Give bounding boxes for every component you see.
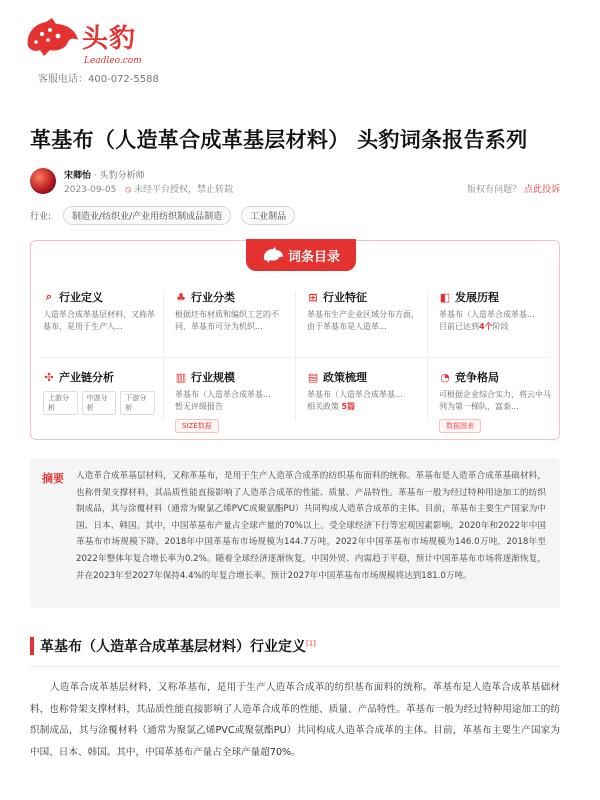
dir-item-title: 行业规模: [191, 371, 235, 384]
dir-item-title: 行业特征: [323, 291, 367, 304]
section-title: 革基布（人造革合成革基层材料）行业定义[1]: [40, 639, 316, 655]
industry-tag[interactable]: 制造业/纺织业/产业用纺织制成品制造: [63, 206, 231, 225]
highlight-count: 5篇: [341, 402, 356, 411]
dir-item-scale[interactable]: [167, 365, 295, 441]
leopard-logo-icon: [22, 16, 80, 60]
dir-item-history[interactable]: [431, 285, 559, 361]
avatar[interactable]: [30, 168, 56, 194]
dir-item-classification[interactable]: [167, 285, 295, 361]
dir-item-policy[interactable]: [299, 365, 427, 441]
dir-item-desc: 根据坯布材质和编织工艺的不同、革基布可分为机织...: [175, 310, 279, 331]
industry-tag[interactable]: 工业制品: [241, 206, 295, 225]
industry-tags: [30, 206, 305, 224]
dir-item-characteristics[interactable]: [299, 285, 427, 361]
size-data-badge[interactable]: SIZE数据: [175, 419, 219, 433]
dir-item-desc: 可根据企业综合实力，将云中马列为第一梯队，富泰...: [439, 390, 551, 411]
brand-logo[interactable]: [22, 12, 222, 72]
summary-text: 人造革合成革基层材料，又称革基布，是用于生产人造革合成革的纺织基布面料的统称。革基布是人造革合成革基础材料，也称骨架支撑材料，其品质性能直接影响了人造革合成革的性能、质量、产品特性。革基布一般为经过特种用途加工的纺织制成品，其与涂覆材料（通常为聚氯乙烯PVC或聚氨酯PU）共同构成人造革合成革的主体。目前，革基布主要生产国家为中国、日本、韩国。其中，中国革基布产量占全球产量的70%以上。受全球经济下行等宏观因素影响，2020年和2022年中国革基布市场规模下降。2018年中国革基布市场规模为144.7万吨，2022年中国革基布市场规模为146.0万吨，2018年至2022年整体年复合增长率为0.2%。随着全球经济逐渐恢复，中国外贸、内需趋于平稳，预计中国革基布市场将逐渐恢复，并在2023年至2027年保持4.4%的年复合增长率。预计2027年中国革基布市场规模将达到181.0万吨。: [76, 471, 546, 581]
copyright-notice: 未经平台授权，禁止转载: [133, 185, 233, 195]
brand-name: 头豹: [82, 24, 137, 54]
date-line: [64, 182, 233, 195]
dir-item-desc: 革基布（人造革合成革基... 暂无评级报告: [175, 390, 271, 411]
directory-heading-text: 词条目录: [287, 249, 340, 265]
complaint-link[interactable]: 点此投诉: [523, 185, 560, 195]
chip-midstream[interactable]: 中游分析: [82, 391, 117, 415]
dir-item-chain[interactable]: [35, 365, 163, 441]
dir-item-desc: 革基布（人造革合成革基... 相关政策 5篇: [307, 390, 403, 411]
author-name[interactable]: 宋卿怡: [64, 171, 92, 181]
footnote-ref[interactable]: [1]: [306, 639, 316, 648]
grid-icon: ⊞: [308, 290, 318, 304]
prohibited-icon: ⦸: [125, 185, 132, 195]
dir-item-definition[interactable]: [35, 285, 163, 361]
leopard-icon: [262, 247, 284, 263]
dir-item-title: 产业链分析: [59, 371, 114, 384]
dir-item-title: 发展历程: [455, 291, 499, 304]
section-body: 人造革合成革基层材料，又称革基布，是用于生产人造革合成革的纺织基布面料的统称。革基布是人造革合成革基础材料，也称骨架支撑材料，其品质性能直接影响了人造革合成革的性能、质量、产品特性。革基布一般为经过特种用途加工的纺织制成品，其与涂覆材料（通常为聚氯乙烯PVC或聚氨酯PU）共同构成人造革合成革的主体。目前，革基布主要生产国家为中国、日本、韩国。其中，中国革基布产量占全球产量超70%。: [30, 682, 560, 758]
dir-item-desc: 革基布（人造革合成革基... 目前已达到4个阶段: [439, 310, 535, 331]
chip-downstream[interactable]: 下游分析: [120, 391, 155, 415]
divider: [30, 666, 560, 667]
pie-icon: ◔: [440, 370, 450, 384]
magnifier-icon: ⌕: [45, 290, 53, 303]
data-chart-badge[interactable]: 数据图表: [439, 419, 481, 433]
summary-box: [30, 458, 560, 608]
dir-item-title: 政策梳理: [323, 371, 367, 384]
brand-domain: Leadleo.com: [84, 56, 142, 66]
page-title: 革基布（人造革合成革基层材料） 头豹词条报告系列: [30, 128, 528, 152]
hotline: 客服电话：400-072-5588: [38, 74, 159, 85]
industry-label: 行业:: [30, 211, 52, 222]
dir-item-title: 行业定义: [59, 291, 103, 304]
tree-icon: ♣: [176, 290, 186, 304]
policy-icon: ▤: [307, 370, 319, 384]
complaint-question: 版权有问题？: [467, 185, 522, 195]
timeline-icon: ◧: [439, 290, 451, 304]
dir-item-title: 竞争格局: [455, 371, 499, 384]
highlight-count: 4个: [479, 322, 493, 331]
author-org: · 头豹分析师: [93, 171, 145, 181]
dir-item-desc: 革基布生产企业区域分布方面，由于革基布是人造革...: [307, 310, 419, 331]
dir-item-title: 行业分类: [191, 291, 235, 304]
dir-item-desc: 人造革合成革基层材料，又称革基布，是用于生产人...: [43, 310, 155, 331]
directory-heading: [246, 239, 356, 271]
chain-icon: ✣: [44, 370, 54, 384]
dir-item-competition[interactable]: [431, 365, 559, 441]
directory-panel: [30, 240, 560, 440]
publish-date: 2023-09-05: [64, 185, 117, 195]
bar-chart-icon: ▥: [175, 370, 187, 384]
author-line: [64, 168, 145, 181]
chip-upstream[interactable]: 上游分析: [43, 391, 78, 415]
complaint: [467, 182, 560, 195]
summary-label: 摘要: [42, 472, 64, 485]
section-marker: [30, 637, 34, 655]
